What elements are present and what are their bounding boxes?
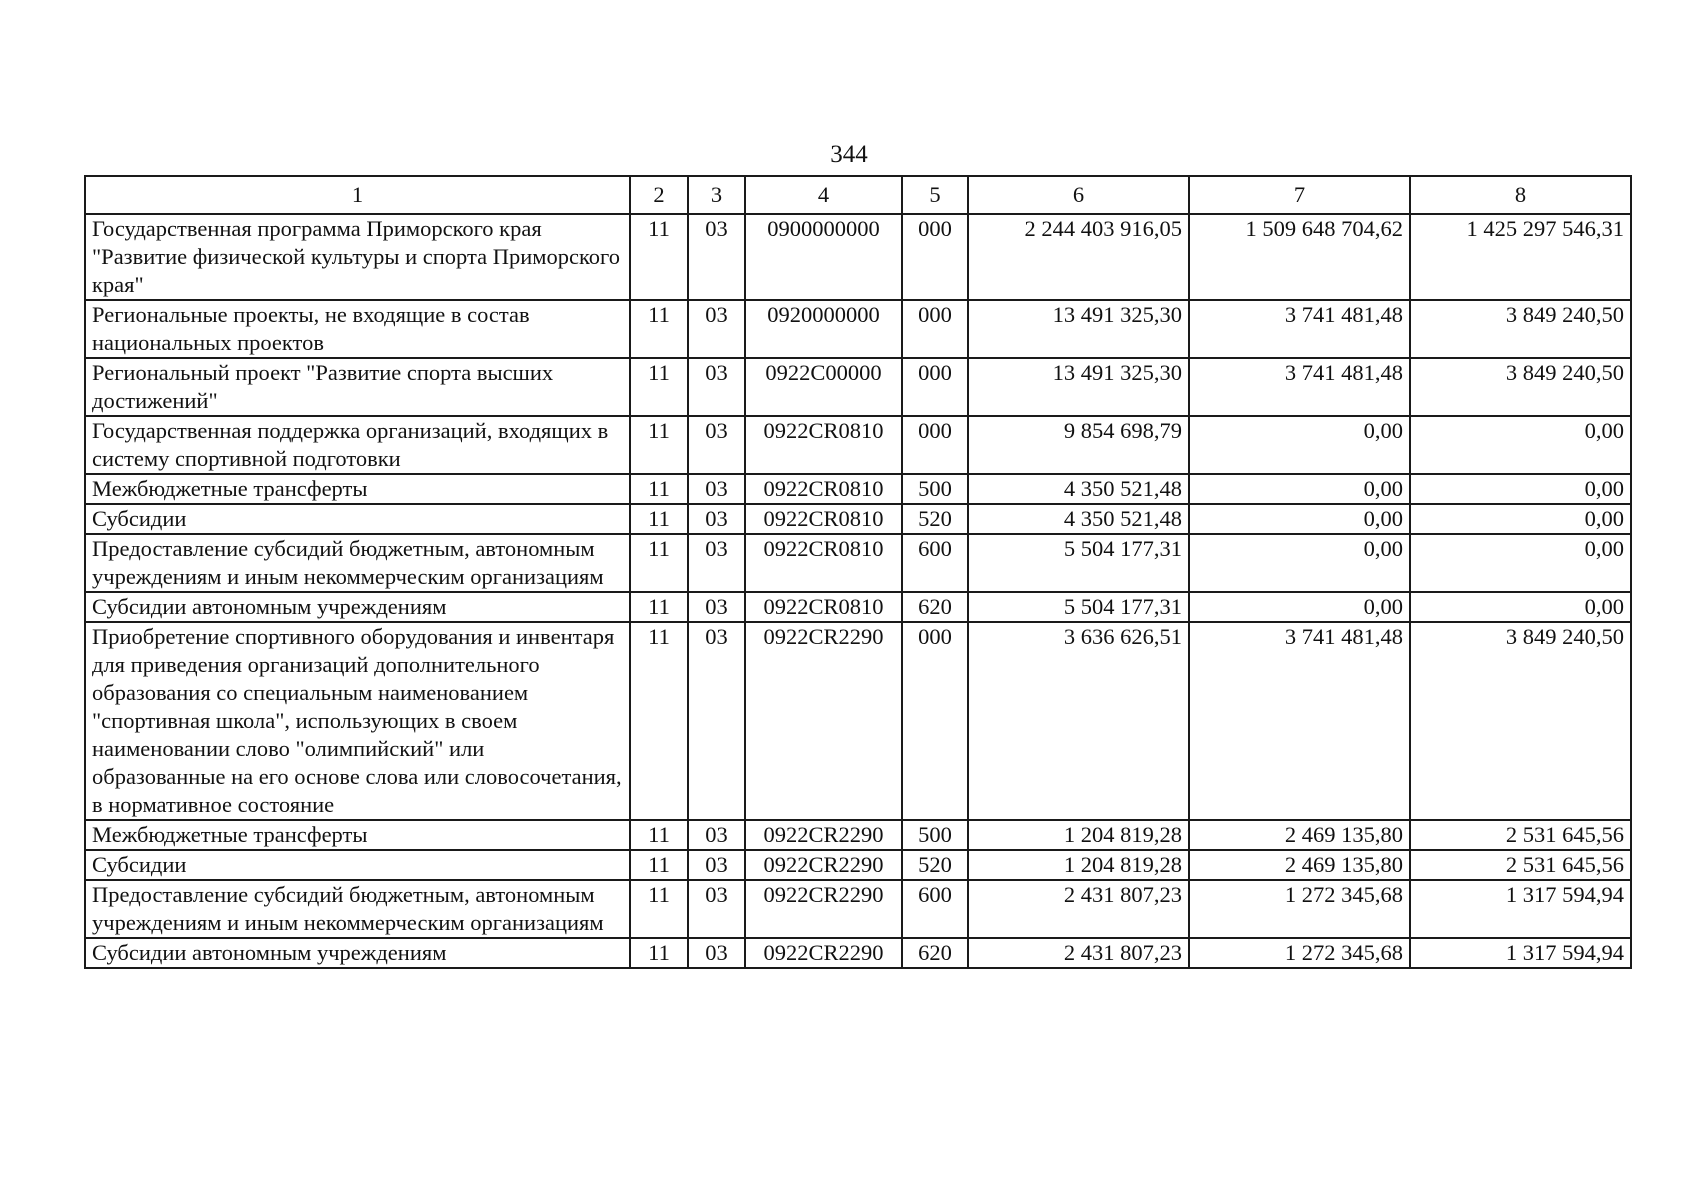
row-section: 11 [630, 504, 688, 534]
row-section: 11 [630, 592, 688, 622]
row-expense-type: 620 [902, 938, 968, 968]
row-name: Региональный проект "Развитие спорта высших достижений" [85, 358, 630, 416]
row-amount-col6: 9 854 698,79 [968, 416, 1189, 474]
row-section: 11 [630, 622, 688, 820]
row-subsection: 03 [688, 534, 745, 592]
row-amount-col7: 0,00 [1189, 416, 1410, 474]
row-expense-type: 500 [902, 474, 968, 504]
table-row [85, 214, 1631, 300]
table-row [85, 820, 1631, 850]
page-number: 344 [830, 141, 868, 168]
row-amount-col8: 0,00 [1410, 474, 1631, 504]
row-subsection: 03 [688, 474, 745, 504]
row-expense-type: 000 [902, 214, 968, 300]
row-target-code: 0922CR0810 [745, 592, 902, 622]
table-row [85, 504, 1631, 534]
row-name: Субсидии автономным учреждениям [85, 938, 630, 968]
row-amount-col7: 3 741 481,48 [1189, 622, 1410, 820]
row-amount-col8: 1 317 594,94 [1410, 880, 1631, 938]
row-expense-type: 620 [902, 592, 968, 622]
table-row [85, 880, 1631, 938]
row-subsection: 03 [688, 504, 745, 534]
row-amount-col7: 0,00 [1189, 592, 1410, 622]
row-amount-col6: 4 350 521,48 [968, 504, 1189, 534]
table-row [85, 850, 1631, 880]
row-expense-type: 500 [902, 820, 968, 850]
row-amount-col8: 0,00 [1410, 504, 1631, 534]
column-header-5: 5 [902, 176, 968, 214]
row-expense-type: 000 [902, 358, 968, 416]
row-expense-type: 520 [902, 850, 968, 880]
row-section: 11 [630, 534, 688, 592]
row-amount-col7: 0,00 [1189, 474, 1410, 504]
row-amount-col7: 1 272 345,68 [1189, 880, 1410, 938]
table-row [85, 300, 1631, 358]
row-target-code: 0922CR2290 [745, 938, 902, 968]
row-subsection: 03 [688, 622, 745, 820]
row-amount-col6: 13 491 325,30 [968, 300, 1189, 358]
row-amount-col8: 1 317 594,94 [1410, 938, 1631, 968]
row-expense-type: 000 [902, 622, 968, 820]
row-section: 11 [630, 880, 688, 938]
row-name: Предоставление субсидий бюджетным, автономным учреждениям и иным некоммерческим организациям [85, 880, 630, 938]
row-amount-col6: 2 431 807,23 [968, 880, 1189, 938]
row-amount-col6: 5 504 177,31 [968, 592, 1189, 622]
row-subsection: 03 [688, 880, 745, 938]
row-expense-type: 600 [902, 880, 968, 938]
column-header-4: 4 [745, 176, 902, 214]
row-section: 11 [630, 820, 688, 850]
table-row [85, 474, 1631, 504]
row-amount-col7: 2 469 135,80 [1189, 850, 1410, 880]
row-expense-type: 520 [902, 504, 968, 534]
table-row [85, 938, 1631, 968]
row-expense-type: 000 [902, 416, 968, 474]
row-section: 11 [630, 938, 688, 968]
row-expense-type: 600 [902, 534, 968, 592]
row-name: Государственная поддержка организаций, входящих в систему спортивной подготовки [85, 416, 630, 474]
row-amount-col8: 3 849 240,50 [1410, 300, 1631, 358]
table-row [85, 534, 1631, 592]
row-amount-col8: 0,00 [1410, 592, 1631, 622]
row-target-code: 0920000000 [745, 300, 902, 358]
row-amount-col6: 2 431 807,23 [968, 938, 1189, 968]
table-row [85, 592, 1631, 622]
table-header [85, 176, 1631, 214]
row-target-code: 0922CR2290 [745, 880, 902, 938]
row-target-code: 0922CR2290 [745, 820, 902, 850]
row-section: 11 [630, 214, 688, 300]
row-subsection: 03 [688, 416, 745, 474]
row-amount-col7: 2 469 135,80 [1189, 820, 1410, 850]
row-amount-col6: 1 204 819,28 [968, 820, 1189, 850]
column-header-7: 7 [1189, 176, 1410, 214]
row-name: Приобретение спортивного оборудования и инвентаря для приведения организаций дополнительного образования со специальным наименованием "спортивная школа", использующих в своем наименовании слово "олимпийский" или образованные на его основе слова или словосочетания, в нормативное состояние [85, 622, 630, 820]
row-target-code: 0922CR0810 [745, 474, 902, 504]
table-row [85, 622, 1631, 820]
row-subsection: 03 [688, 938, 745, 968]
table-row [85, 416, 1631, 474]
row-amount-col8: 0,00 [1410, 534, 1631, 592]
row-subsection: 03 [688, 592, 745, 622]
row-name: Предоставление субсидий бюджетным, автономным учреждениям и иным некоммерческим организациям [85, 534, 630, 592]
row-amount-col8: 2 531 645,56 [1410, 820, 1631, 850]
column-header-6: 6 [968, 176, 1189, 214]
row-amount-col7: 0,00 [1189, 504, 1410, 534]
row-name: Субсидии автономным учреждениям [85, 592, 630, 622]
row-expense-type: 000 [902, 300, 968, 358]
row-amount-col6: 5 504 177,31 [968, 534, 1189, 592]
row-subsection: 03 [688, 850, 745, 880]
row-amount-col8: 2 531 645,56 [1410, 850, 1631, 880]
row-subsection: 03 [688, 300, 745, 358]
row-name: Региональные проекты, не входящие в состав национальных проектов [85, 300, 630, 358]
row-amount-col8: 0,00 [1410, 416, 1631, 474]
row-amount-col7: 0,00 [1189, 534, 1410, 592]
row-section: 11 [630, 358, 688, 416]
table-row [85, 358, 1631, 416]
row-amount-col7: 3 741 481,48 [1189, 358, 1410, 416]
row-subsection: 03 [688, 214, 745, 300]
row-target-code: 0922CR0810 [745, 534, 902, 592]
row-section: 11 [630, 300, 688, 358]
row-name: Межбюджетные трансферты [85, 474, 630, 504]
row-target-code: 0922CR0810 [745, 416, 902, 474]
table-body [85, 214, 1631, 968]
budget-table [84, 175, 1632, 969]
row-amount-col6: 3 636 626,51 [968, 622, 1189, 820]
row-section: 11 [630, 474, 688, 504]
row-amount-col8: 1 425 297 546,31 [1410, 214, 1631, 300]
column-header-3: 3 [688, 176, 745, 214]
row-target-code: 0922CR2290 [745, 622, 902, 820]
row-name: Субсидии [85, 850, 630, 880]
row-target-code: 0922C00000 [745, 358, 902, 416]
row-section: 11 [630, 850, 688, 880]
column-header-1: 1 [85, 176, 630, 214]
row-name: Государственная программа Приморского края "Развитие физической культуры и спорта Приморского края" [85, 214, 630, 300]
row-amount-col7: 1 509 648 704,62 [1189, 214, 1410, 300]
header-row [85, 176, 1631, 214]
row-amount-col7: 1 272 345,68 [1189, 938, 1410, 968]
row-target-code: 0922CR0810 [745, 504, 902, 534]
row-amount-col8: 3 849 240,50 [1410, 622, 1631, 820]
row-name: Межбюджетные трансферты [85, 820, 630, 850]
row-amount-col6: 1 204 819,28 [968, 850, 1189, 880]
row-subsection: 03 [688, 358, 745, 416]
column-header-8: 8 [1410, 176, 1631, 214]
row-amount-col6: 4 350 521,48 [968, 474, 1189, 504]
column-header-2: 2 [630, 176, 688, 214]
row-amount-col7: 3 741 481,48 [1189, 300, 1410, 358]
row-amount-col6: 13 491 325,30 [968, 358, 1189, 416]
row-amount-col6: 2 244 403 916,05 [968, 214, 1189, 300]
row-target-code: 0922CR2290 [745, 850, 902, 880]
row-amount-col8: 3 849 240,50 [1410, 358, 1631, 416]
row-subsection: 03 [688, 820, 745, 850]
row-section: 11 [630, 416, 688, 474]
row-name: Субсидии [85, 504, 630, 534]
row-target-code: 0900000000 [745, 214, 902, 300]
